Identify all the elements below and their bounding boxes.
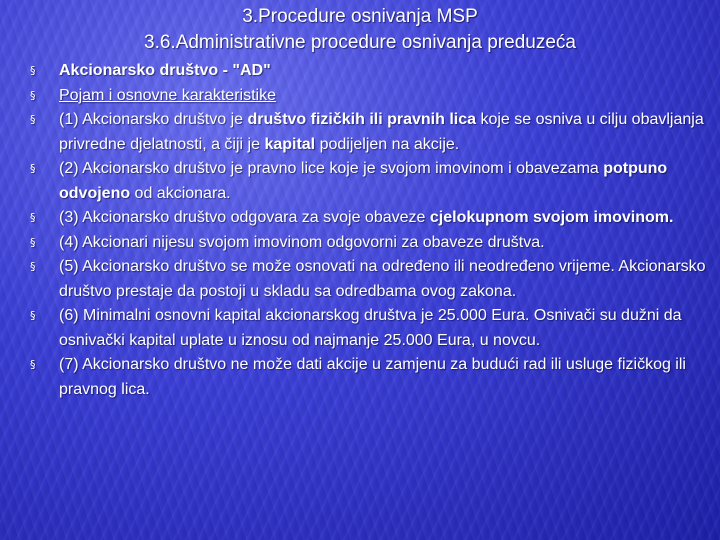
bullet-text: podijeljen na akcije. bbox=[315, 135, 460, 153]
bullet-text: Pojam i osnovne karakteristike bbox=[59, 86, 276, 104]
bullet-marker-icon: § bbox=[30, 162, 36, 175]
bullet-item bbox=[30, 304, 720, 353]
bullet-text: od akcionara. bbox=[130, 184, 231, 202]
bullet-item bbox=[30, 231, 720, 256]
bullet-text: Akcionarsko društvo - "AD" bbox=[59, 62, 271, 79]
bullet-text: (4) Akcionari nijesu svojom imovinom odgovorni za obaveze društva. bbox=[59, 233, 545, 251]
bullet-text: (6) Minimalni osnovni kapital akcionarskog društva je 25.000 Eura. Osnivači su dužni da osnivački kapital uplate u iznosu od najmanje 25.000 Eura, u novcu. bbox=[59, 307, 682, 349]
bullet-item bbox=[30, 255, 720, 304]
title-line-2: 3.6.Administrativne procedure osnivanja preduzeća bbox=[144, 32, 576, 53]
bullet-text: (3) Akcionarsko društvo odgovara za svoje obaveze bbox=[59, 209, 430, 226]
bullet-text: kapital bbox=[264, 135, 316, 153]
bullet-text: potpuno odvojeno bbox=[59, 160, 668, 202]
title-line-1: 3.Procedure osnivanja MSP bbox=[242, 6, 478, 27]
bullet-marker-icon: § bbox=[30, 64, 36, 77]
bullet-marker-icon: § bbox=[30, 260, 36, 273]
bullet-marker-icon: § bbox=[30, 113, 36, 126]
bullet-marker-icon: § bbox=[30, 358, 36, 371]
bullet-text: (1) Akcionarsko društvo je bbox=[59, 111, 248, 128]
bullet-marker-icon: § bbox=[30, 309, 36, 322]
bullet-list bbox=[30, 59, 720, 402]
bullet-marker-icon: § bbox=[30, 88, 36, 102]
bullet-text: (5) Akcionarsko društvo se može osnovati na određeno ili neodređeno vrijeme. Akcionarsko društvo prestaje da postoji u skladu sa odredbama ovog zakona. bbox=[59, 258, 706, 300]
bullet-item bbox=[30, 206, 720, 231]
bullet-text: (7) Akcionarsko društvo ne može dati akcije u zamjenu za budući rad ili usluge fizičkog ili pravnog lica. bbox=[59, 356, 686, 398]
bullet-text: (2) Akcionarsko društvo je pravno lice koje je svojom imovinom i obavezama bbox=[59, 160, 604, 177]
bullet-item bbox=[30, 108, 720, 157]
bullet-text: koje se osniva u cilju obavljanja privredne djelatnosti, a čiji je bbox=[59, 111, 704, 153]
bullet-marker-icon: § bbox=[30, 235, 36, 249]
bullet-text: cjelokupnom svojom imovinom. bbox=[429, 209, 674, 226]
bullet-item bbox=[30, 84, 720, 109]
bullet-item bbox=[30, 353, 720, 402]
bullet-item bbox=[30, 157, 720, 206]
bullet-text: društvo fizičkih ili pravnih lica bbox=[247, 111, 477, 128]
bullet-item bbox=[30, 59, 720, 84]
bullet-marker-icon: § bbox=[30, 211, 36, 224]
slide-title bbox=[0, 4, 720, 56]
